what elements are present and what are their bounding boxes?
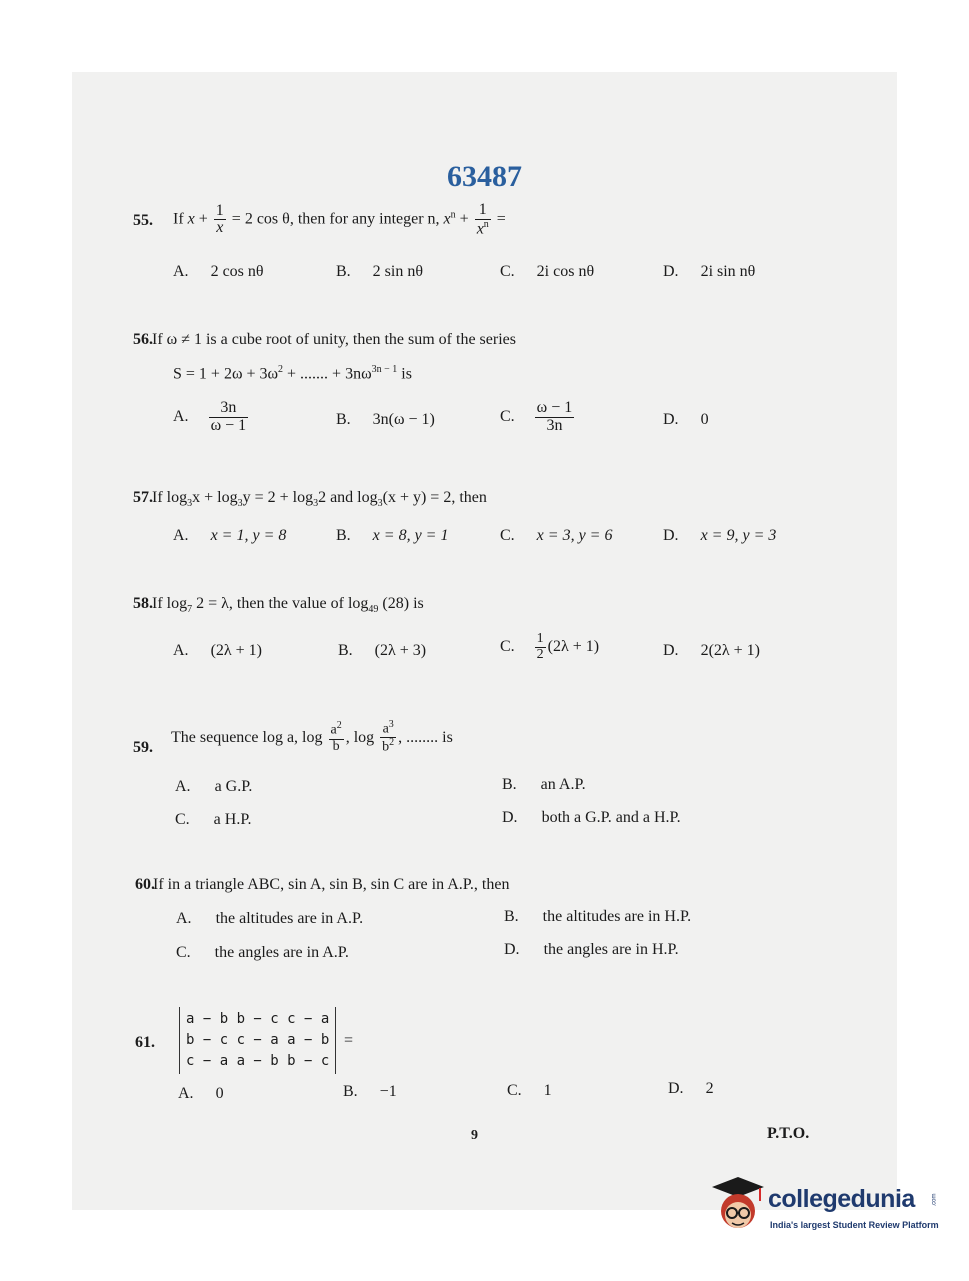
- question-57: [133, 489, 487, 509]
- question-number: 55.: [133, 212, 153, 229]
- option-a: A. $\frac{3n}{\omega - 1}$: [173, 399, 247, 434]
- option-c: C. the angles are in A.P.: [176, 944, 349, 961]
- question-number: 58.: [133, 595, 153, 612]
- option-c: C. $\frac{1}{2}$ (2λ + 1): [500, 631, 600, 662]
- option-c: C. x = 3, y = 6: [500, 527, 613, 544]
- option-a: A. x = 1, y = 8: [173, 527, 287, 544]
- option-b: B. 3n(ω − 1): [336, 411, 435, 428]
- option-d: D. 2: [668, 1080, 714, 1097]
- question-number: 56.: [133, 331, 153, 348]
- option-c: C. 2i cos nθ: [500, 263, 595, 280]
- determinant-row: c − a a − b b − c: [186, 1053, 330, 1069]
- option-b: B. (2λ + 3): [338, 642, 427, 659]
- question-text: If $\log_3x + \log_3y = 2 + \log_32$ and $\log_3(x + y) = 2$, then: [152, 489, 487, 510]
- option-a: A. 0: [178, 1085, 224, 1102]
- question-number: 59.: [133, 738, 153, 756]
- page-number: 9: [471, 1128, 478, 1143]
- collegedunia-logo: [710, 1175, 950, 1245]
- option-d: D. x = 9, y = 3: [663, 527, 777, 544]
- pto-note: P.T.O.: [767, 1125, 810, 1142]
- option-b: B. −1: [343, 1083, 397, 1100]
- question-text: If x + $\frac{1}{x}$ = 2 cos θ, then for any integer n, $x^n$ + $\frac{1}{x^n}$ =: [173, 201, 506, 238]
- option-a: A. the altitudes are in A.P.: [176, 910, 364, 927]
- option-a: A. (2λ + 1): [173, 642, 262, 659]
- option-b: B. 2 sin nθ: [336, 263, 424, 280]
- question-number: 57.: [133, 489, 153, 506]
- question-text: The sequence log a, log $\frac{a^2}{b}$ , log $\frac{a^3}{b^2}$ , ........ is: [171, 719, 453, 755]
- question-number: 61.: [135, 1034, 155, 1051]
- option-d: D. 2(2λ + 1): [663, 642, 760, 659]
- question-text: If $\log_7 2 = \lambda$, then the value of $\log_{49} (28)$ is: [152, 595, 424, 616]
- option-a: A. a G.P.: [175, 778, 253, 795]
- determinant-row: a − b b − c c − a: [186, 1011, 330, 1027]
- question-text: If in a triangle ABC, sin A, sin B, sin C are in A.P., then: [153, 876, 510, 893]
- option-c: C. a H.P.: [175, 811, 252, 828]
- determinant: [179, 1007, 336, 1074]
- option-d: D. both a G.P. and a H.P.: [502, 809, 681, 826]
- question-59: [133, 720, 453, 756]
- option-b: B. the altitudes are in H.P.: [504, 908, 692, 925]
- question-text: If ω ≠ 1 is a cube root of unity, then the sum of the series: [152, 331, 516, 348]
- option-a: A. 2 cos nθ: [173, 263, 264, 280]
- brand-name: collegedunia: [768, 1185, 915, 1213]
- option-d: D. 2i sin nθ: [663, 263, 756, 280]
- option-d: D. 0: [663, 411, 709, 428]
- option-d: D. the angles are in H.P.: [504, 941, 679, 958]
- brand-tagline: India's largest Student Review Platform: [770, 1220, 939, 1230]
- option-c: C. 1: [507, 1082, 552, 1099]
- option-b: B. an A.P.: [502, 776, 586, 793]
- paper-code: 63487: [447, 160, 522, 193]
- question-number: 60.: [135, 876, 155, 893]
- brand-tld: .com: [931, 1193, 938, 1207]
- question-58: [133, 595, 424, 615]
- option-b: B. x = 8, y = 1: [336, 527, 449, 544]
- equals-sign: =: [344, 1032, 354, 1049]
- option-c: C. $\frac{\omega - 1}{3n}$: [500, 399, 573, 434]
- determinant-row: b − c c − a a − b: [186, 1032, 330, 1048]
- question-56: [133, 331, 516, 349]
- question-60: [135, 876, 509, 894]
- series-line: $S = 1 + 2\omega + 3\omega^2$ + ....... + $3n\omega^{3n - 1}$ is: [173, 364, 412, 383]
- mascot-icon: [710, 1175, 766, 1237]
